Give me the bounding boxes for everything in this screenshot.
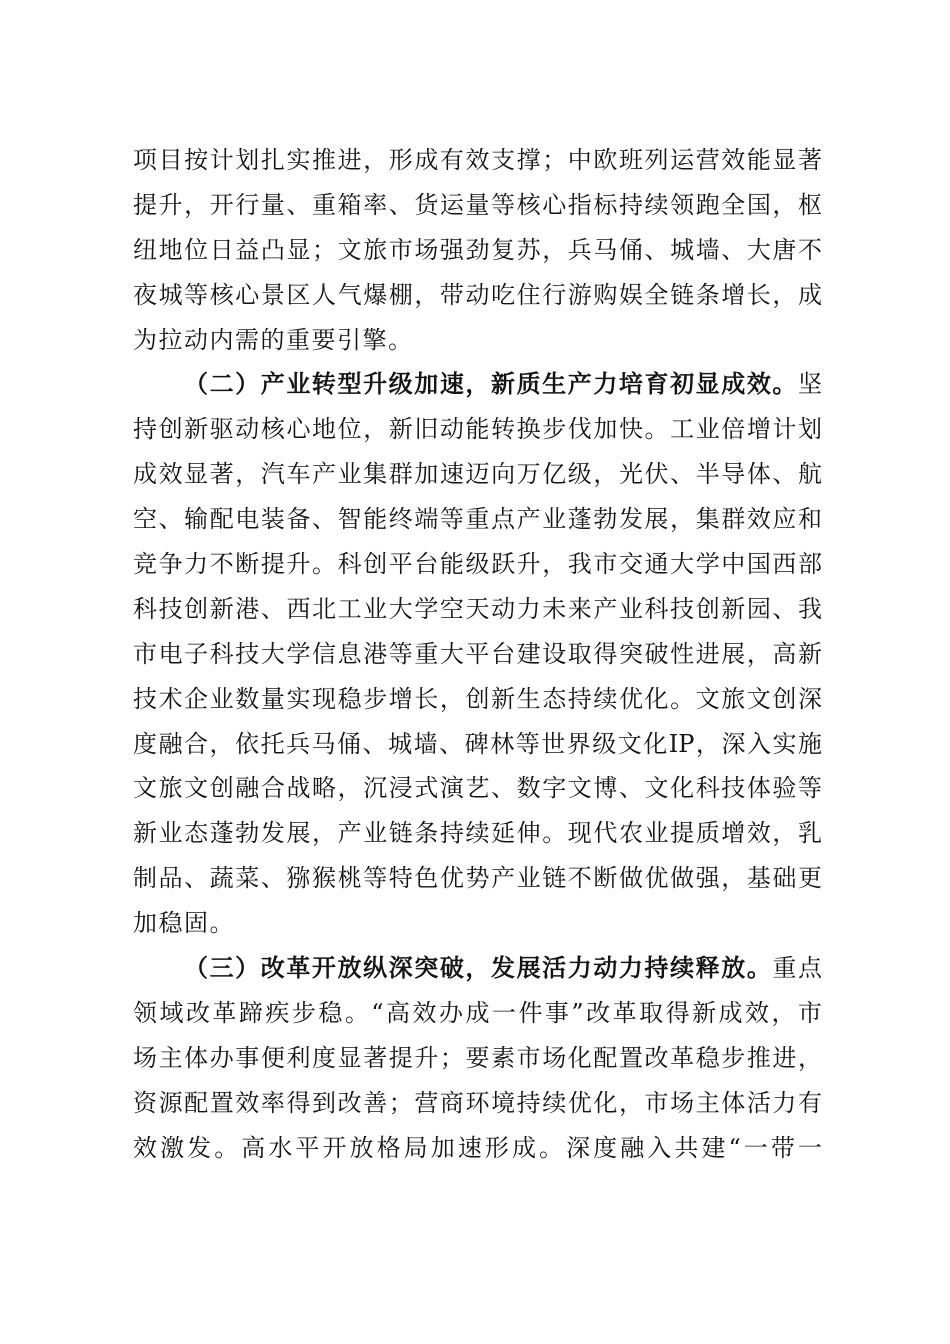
text-line: 文旅文创融合战略，沉浸式演艺、数字文博、文化科技体验等	[133, 774, 822, 803]
text-line: 成效显著，汽车产业集群加速迈向万亿级，光伏、半导体、航	[133, 460, 822, 489]
text-line	[133, 946, 822, 991]
text-line: 提升，开行量、重箱率、货运量等核心指标持续领跑全国，枢	[133, 190, 822, 219]
text-line: 领域改革蹄疾步稳。“高效办成一件事”改革取得新成效，市	[133, 998, 822, 1027]
text-line: 项目按计划扎实推进，形成有效支撑；中欧班列运营效能显著	[133, 146, 822, 174]
text-line: 场主体办事便利度显著提升；要素市场化配置改革稳步推进，	[133, 1043, 822, 1072]
text-line: 资源配置效率得到改善；营商环境持续优化，市场主体活力有	[133, 1088, 822, 1117]
text-line: 制品、蔬菜、猕猴桃等特色优势产业链不断做优做强，基础更	[133, 864, 822, 893]
text-line: 度融合，依托兵马俑、城墙、碑林等世界级文化IP，深入实施	[133, 729, 822, 758]
paragraph	[133, 138, 822, 362]
paragraph	[133, 946, 822, 1170]
text-line: 新业态蓬勃发展，产业链条持续延伸。现代农业提质增效，乳	[133, 819, 822, 848]
text-run: 坚	[798, 370, 822, 399]
text-line: 科技创新港、西北工业大学空天动力未来产业科技创新园、我	[133, 594, 822, 623]
document-body	[133, 138, 822, 1170]
text-line: 为拉动内需的重要引擎。	[133, 325, 414, 354]
text-line: 空、输配电装备、智能终端等重点产业蓬勃发展，集群效应和	[133, 505, 822, 534]
section-heading: （二）产业转型升级加速，新质生产力培育初显成效。	[184, 369, 798, 399]
text-line: 持创新驱动核心地位，新旧动能转换步伐加快。工业倍增计划	[133, 415, 822, 444]
text-line	[133, 362, 822, 407]
text-line: 竞争力不断提升。科创平台能级跃升，我市交通大学中国西部	[133, 550, 822, 579]
text-line: 纽地位日益凸显；文旅市场强劲复苏，兵马俑、城墙、大唐不	[133, 235, 822, 264]
text-line: 夜城等核心景区人气爆棚，带动吃住行游购娱全链条增长，成	[133, 280, 822, 309]
section-heading: （三）改革开放纵深突破，发展活力动力持续释放。	[184, 953, 773, 983]
text-line: 技术企业数量实现稳步增长，创新生态持续优化。文旅文创深	[133, 684, 822, 713]
text-line: 效激发。高水平开放格局加速形成。深度融入共建“一带一	[133, 1133, 822, 1162]
text-run: 重点	[772, 954, 822, 983]
text-line: 加稳固。	[133, 909, 235, 938]
paragraph	[133, 362, 822, 946]
text-line: 市电子科技大学信息港等重大平台建设取得突破性进展，高新	[133, 639, 822, 668]
